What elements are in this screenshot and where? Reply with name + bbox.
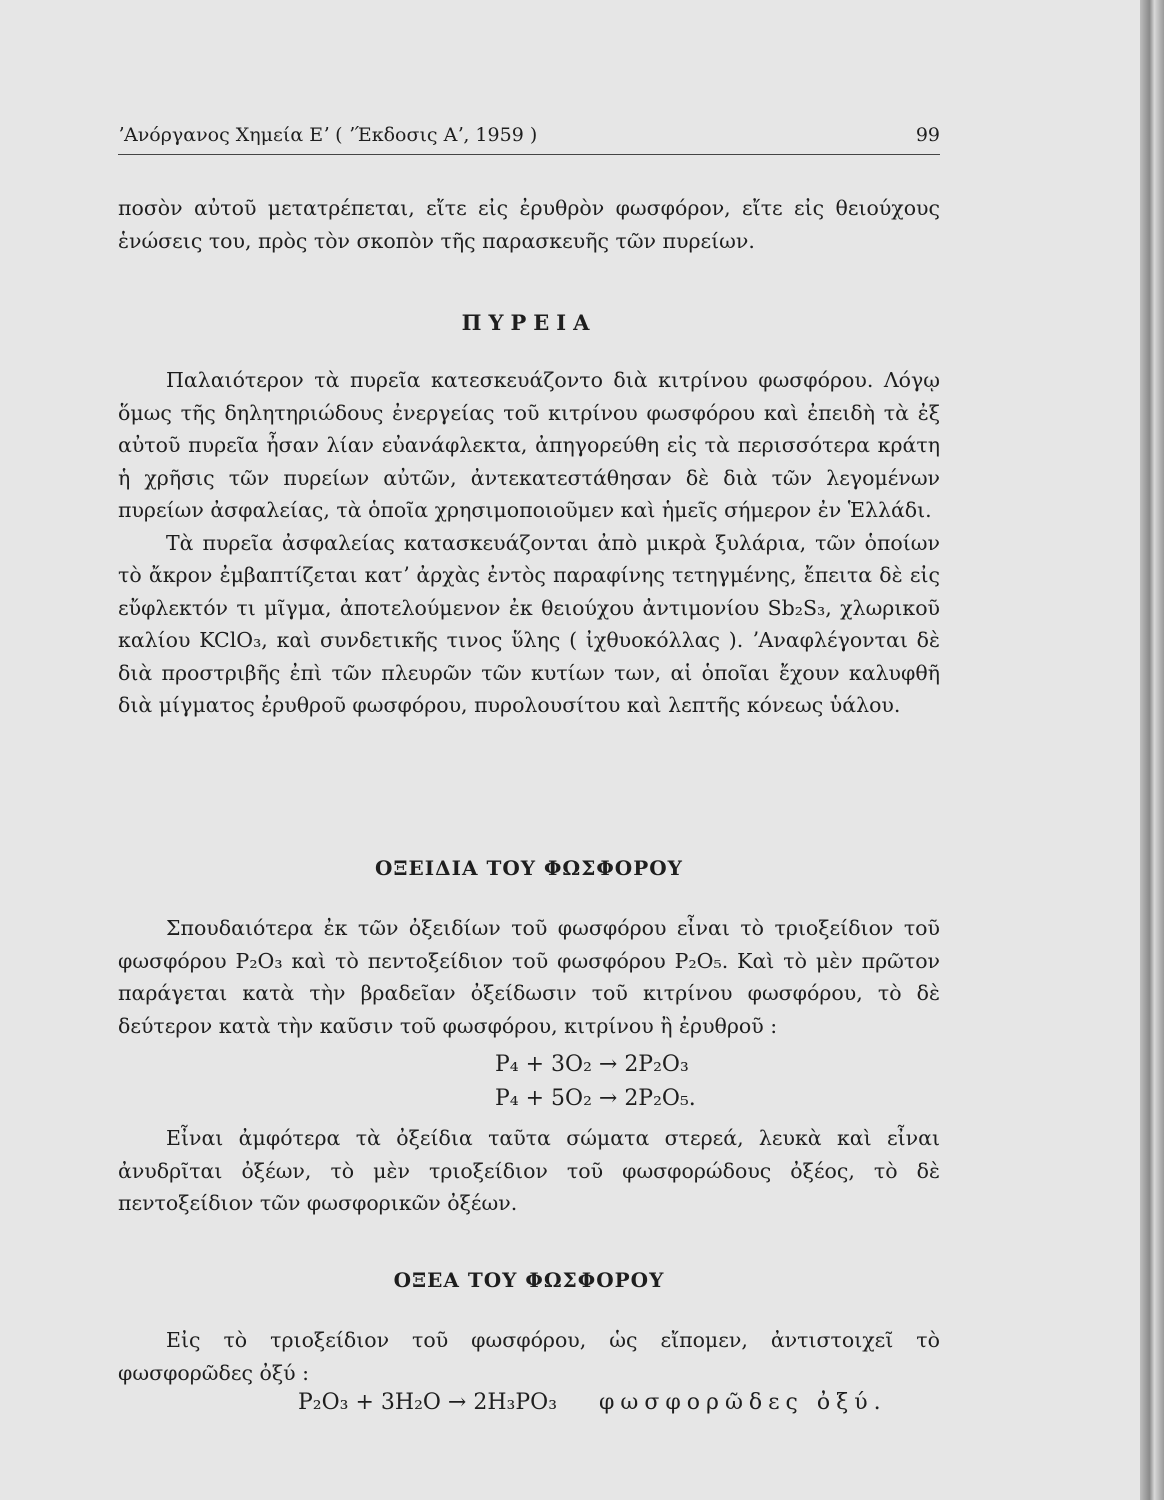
pyreia-paragraph-1: Παλαιότερον τὰ πυρεῖα κατεσκευάζοντο διὰ κιτρίνου φωσφόρου. Λόγῳ ὅμως τῆς δηλητηριώδους ἐνεργείας τοῦ κιτρίνου φωσφόρου καὶ ἐπειδὴ τὰ ἐξ αὐτοῦ πυρεῖα ἦσαν λίαν εὐανάφλεκτα, ἀπηγορεύθη εἰς τὰ περισσότερα κράτη ἡ χρῆσις τῶν πυρείων αὐτῶν, ἀντεκατεστάθησαν δὲ διὰ τῶν λεγομένων πυρείων ἀσφαλείας, τὰ ὁποῖα χρησιμοποιοῦμεν καὶ ἡμεῖς σήμερον ἐν Ἑλλάδι. [118,368,940,522]
acids-block [118,1324,940,1389]
oxides-paragraph-1: Σπουδαιότερα ἐκ τῶν ὀξειδίων τοῦ φωσφόρου εἶναι τὸ τριοξείδιον τοῦ φωσφόρου P₂O₃ καὶ τὸ πεντοξείδιον τοῦ φωσφόρου P₂O₅. Καὶ τὸ μὲν πρῶτον παράγεται κατὰ τὴν βραδεῖαν ὀξείδωσιν τοῦ κιτρίνου φωσφόρου, τὸ δὲ δεύτερον κατὰ τὴν καῦσιν τοῦ φωσφόρου, κιτρίνου ἢ ἐρυθροῦ : [118,916,940,1038]
section-title-oxides: ΟΞΕΙΔΙΑ ΤΟΥ ΦΩΣΦΟΡΟΥ [375,856,683,880]
acids-equation-1: P₂O₃ + 3H₂O → 2H₃PO₃ [298,1390,558,1415]
acids-equation-line [298,1390,887,1415]
page-number: 99 [915,124,940,146]
oxides-equation-1: P₄ + 3O₂ → 2P₂O₃ [495,1052,689,1077]
pyreia-block [118,364,940,722]
section-title-acids: ΟΞΕΑ ΤΟΥ ΦΩΣΦΟΡΟΥ [393,1268,665,1292]
oxides-block [118,912,940,1042]
intro-block [118,192,940,257]
oxides-equation-2: P₄ + 5O₂ → 2P₂O₅. [495,1086,696,1111]
pyreia-paragraph-2: Τὰ πυρεῖα ἀσφαλείας κατασκευάζονται ἀπὸ μικρὰ ξυλάρια, τῶν ὁποίων τὸ ἄκρον ἐμβαπτίζεται κατʼ ἀρχὰς ἐντὸς παραφίνης τετηγμένης, ἔπειτα δὲ εἰς εὔφλεκτόν τι μῖγμα, ἀποτελούμενον ἐκ θειούχου ἀντιμονίου Sb₂S₃, χλωρικοῦ καλίου KClO₃, καὶ συνδετικῆς τινος ὕλης ( ἰχθυοκόλλας ). ʼΑναφλέγονται δὲ διὰ προστριβῆς ἐπὶ τῶν πλευρῶν τῶν κυτίων των, αἱ ὁποῖαι ἔχουν καλυφθῆ διὰ μίγματος ἐρυθροῦ φωσφόρου, πυρολουσίτου καὶ λεπτῆς κόνεως ὑάλου. [118,530,940,717]
intro-paragraph: ποσὸν αὐτοῦ μετατρέπεται, εἴτε εἰς ἐρυθρὸν φωσφόρον, εἴτε εἰς θειούχους ἑνώσεις του, πρὸς τὸν σκοπὸν τῆς παρασκευῆς τῶν πυρείων. [118,196,940,253]
page-edge [1140,0,1164,1500]
acids-equation-1-name: φωσφορῶδες ὀξύ. [599,1390,887,1415]
oxides-paragraph-2: Εἶναι ἀμφότερα τὰ ὀξείδια ταῦτα σώματα στερεά, λευκὰ καὶ εἶναι ἀνυδρῖται ὀξέων, τὸ μὲν τριοξείδιον τοῦ φωσφορώδους ὀξέος, τὸ δὲ πεντοξείδιον τῶν φωσφορικῶν ὀξέων. [118,1126,940,1215]
running-header [118,124,940,155]
running-title: ʼΑνόργανος Χημεία Εʼ ( ʼΈκδοσις Αʼ, 1959 ) [118,124,538,146]
oxides-block-2 [118,1122,940,1220]
section-title-pyreia: ΠΥΡΕΙΑ [461,310,597,335]
acids-paragraph-1: Εἰς τὸ τριοξείδιον τοῦ φωσφόρου, ὡς εἴπομεν, ἀντιστοιχεῖ τὸ φωσφορῶδες ὀξύ : [118,1328,940,1385]
